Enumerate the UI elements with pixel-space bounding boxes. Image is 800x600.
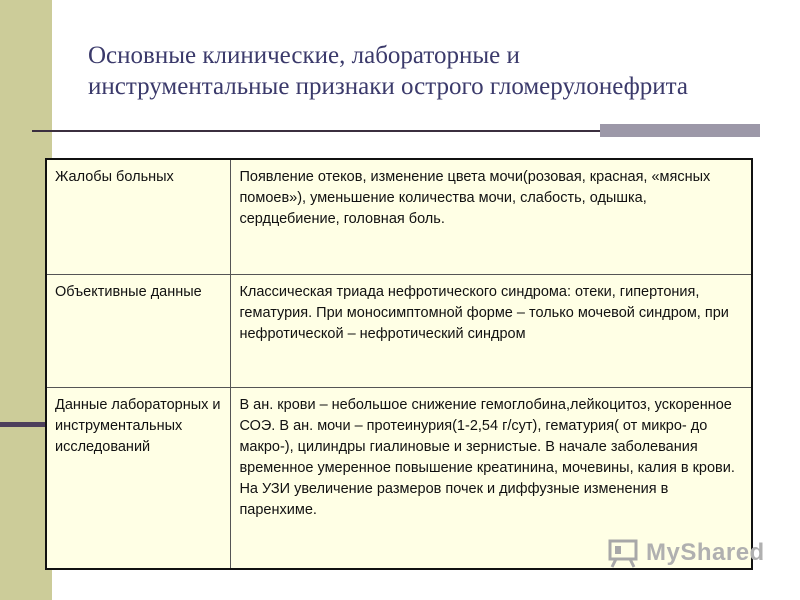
slide-title-line-2: инструментальные признаки острого гломерулонефрита: [88, 73, 689, 100]
presentation-board-icon: [608, 538, 642, 568]
slide-title: [88, 40, 768, 102]
table-cell-value: Классическая триада нефротического синдрома: отеки, гипертония, гематурия. При моносимптомной форме – только мочевой синдром, при нефротической – нефротический синдром: [231, 275, 752, 388]
table-cell-label: Объективные данные: [46, 275, 231, 388]
table-row-objective: [46, 275, 752, 388]
myshared-watermark: [608, 538, 768, 568]
table-row-complaints: [46, 159, 752, 275]
title-divider-block: [600, 124, 760, 137]
table-cell-label: Жалобы больных: [46, 159, 231, 275]
table-cell-label: Данные лабораторных и инструментальных исследований: [46, 388, 231, 570]
table-cell-value: В ан. крови – небольшое снижение гемоглобина,лейкоцитоз, ускоренное СОЭ. В ан. мочи – протеинурия(1-2,54 г/сут), гематурия( от микро- до макро-), цилиндры гиалиновые и зернистые. В начале заболевания временное умеренное повышение креатинина, мочевины, калия в крови. На УЗИ увеличение размеров почек и диффузные изменения в паренхиме.: [231, 388, 752, 570]
table-cell-value: Появление отеков, изменение цвета мочи(розовая, красная, «мясных помоев»), уменьшение количества мочи, слабость, одышка, сердцебиение, головная боль.: [231, 159, 752, 275]
signs-table: [45, 158, 753, 570]
watermark-text: MyShared: [646, 539, 765, 566]
slide-title-line-1: Основные клинические, лабораторные и: [88, 42, 520, 69]
